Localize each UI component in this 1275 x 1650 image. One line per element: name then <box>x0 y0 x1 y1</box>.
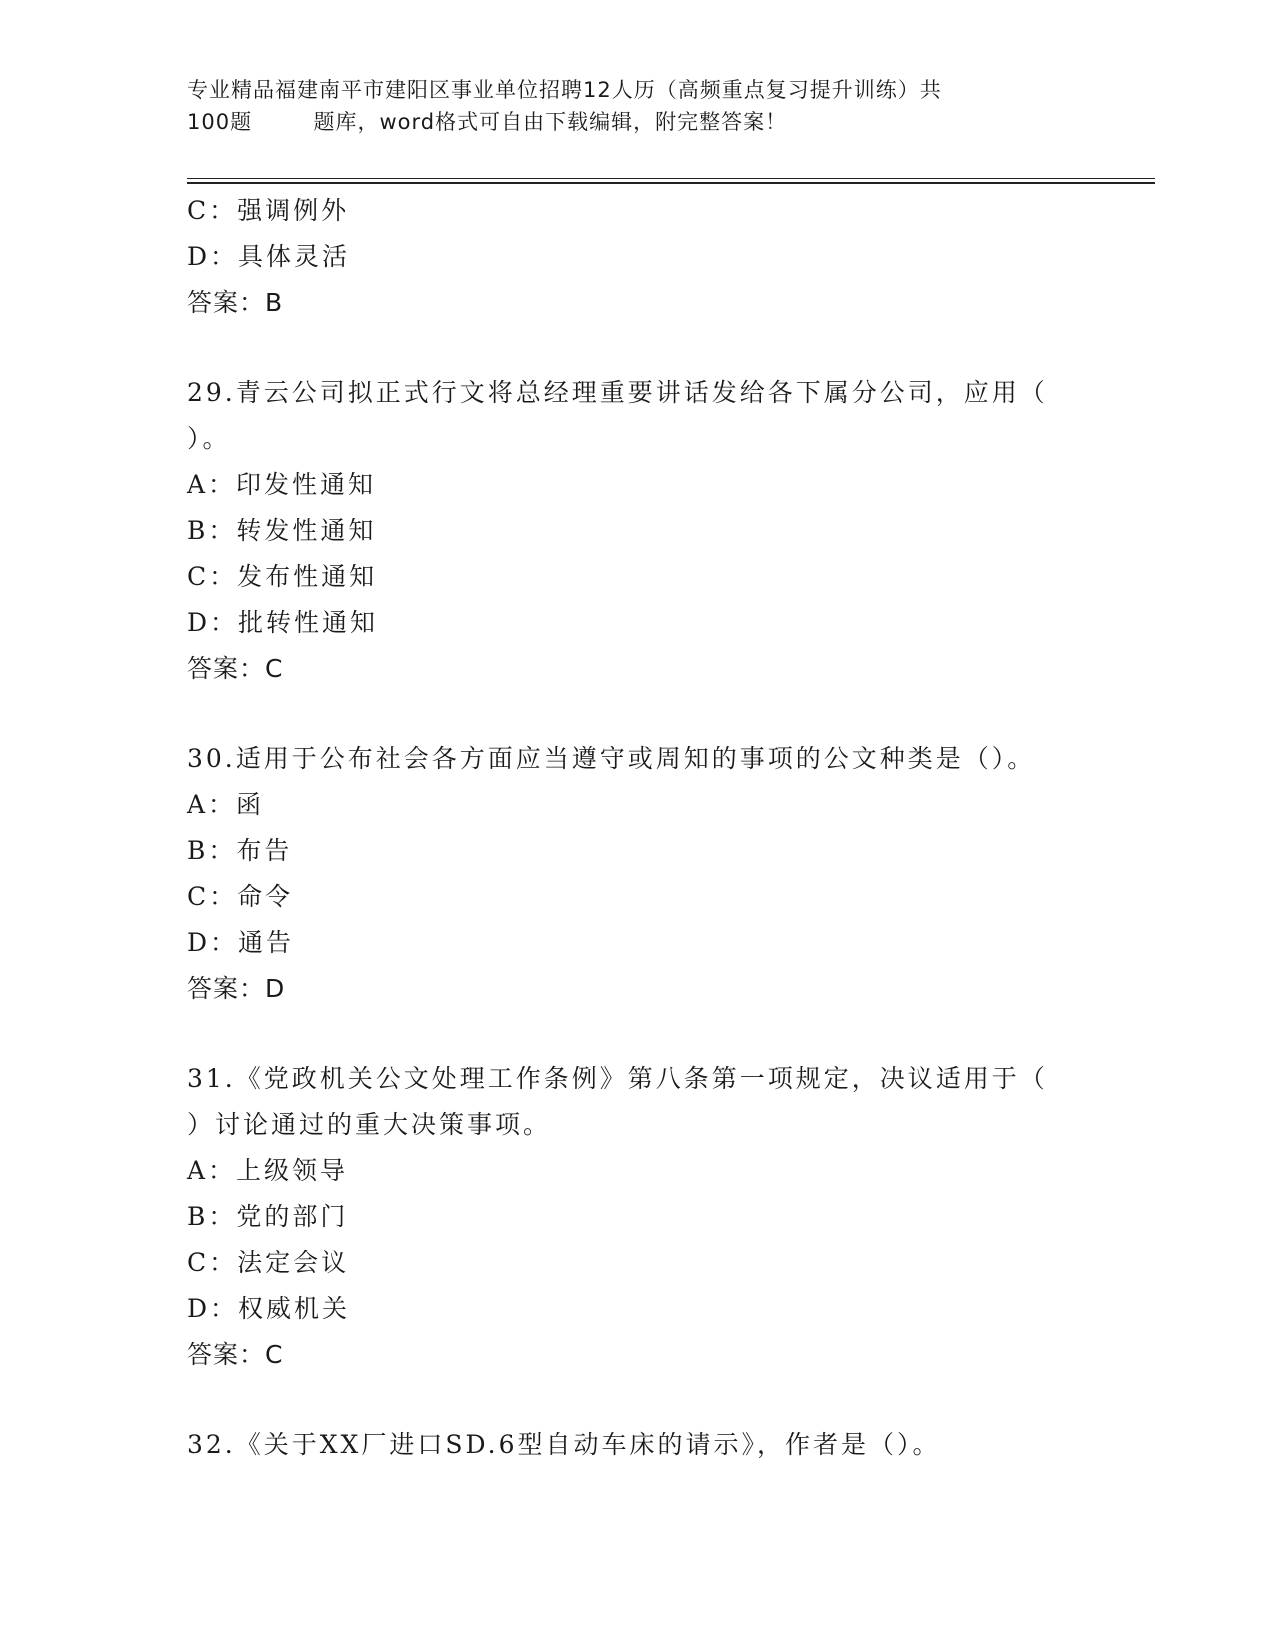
question-stem: 31.《党政机关公文处理工作条例》第八条第一项规定，决议适用于（ <box>187 1064 1048 1093</box>
question-31 <box>187 1056 1087 1378</box>
header-title-line-1: 专业精品福建南平市建阳区事业单位招聘12人历（高频重点复习提升训练）共 <box>187 78 942 102</box>
option-b: B：党的部门 <box>187 1202 349 1231</box>
option-a: A：上级领导 <box>187 1156 349 1185</box>
answer-line: 答案：B <box>187 288 284 317</box>
header-divider-thin <box>187 178 1155 179</box>
header-divider-thick <box>187 182 1155 184</box>
question-stem-continued: ）讨论通过的重大决策事项。 <box>187 1110 552 1139</box>
option-c: C：命令 <box>187 882 294 911</box>
option-c: C：强调例外 <box>187 196 350 225</box>
option-d: D：具体灵活 <box>187 242 351 271</box>
answer-line: 答案：D <box>187 974 286 1003</box>
question-29 <box>187 370 1087 692</box>
question-28-continuation <box>187 188 1087 326</box>
answer-line: 答案：C <box>187 1340 284 1369</box>
question-stem: 30.适用于公布社会各方面应当遵守或周知的事项的公文种类是（）。 <box>187 744 1036 773</box>
option-a: A：函 <box>187 790 265 819</box>
question-30 <box>187 736 1087 1012</box>
question-32 <box>187 1422 1087 1468</box>
question-stem-continued: ）。 <box>187 424 231 453</box>
option-b: B：转发性通知 <box>187 516 377 545</box>
question-stem: 29.青云公司拟正式行文将总经理重要讲话发给各下属分公司，应用（ <box>187 378 1048 407</box>
document-header <box>187 74 1087 138</box>
option-c: C：法定会议 <box>187 1248 350 1277</box>
question-stem: 32.《关于XX厂进口SD.6型自动车床的请示》，作者是（）。 <box>187 1430 941 1459</box>
option-d: D：通告 <box>187 928 295 957</box>
option-a: A：印发性通知 <box>187 470 377 499</box>
question-list <box>187 188 1087 1468</box>
option-b: B：布告 <box>187 836 293 865</box>
option-d: D：权威机关 <box>187 1294 351 1323</box>
header-title-line-2: 100题 题库，word格式可自由下载编辑，附完整答案！ <box>187 110 788 134</box>
option-c: C：发布性通知 <box>187 562 378 591</box>
answer-line: 答案：C <box>187 654 284 683</box>
option-d: D：批转性通知 <box>187 608 379 637</box>
